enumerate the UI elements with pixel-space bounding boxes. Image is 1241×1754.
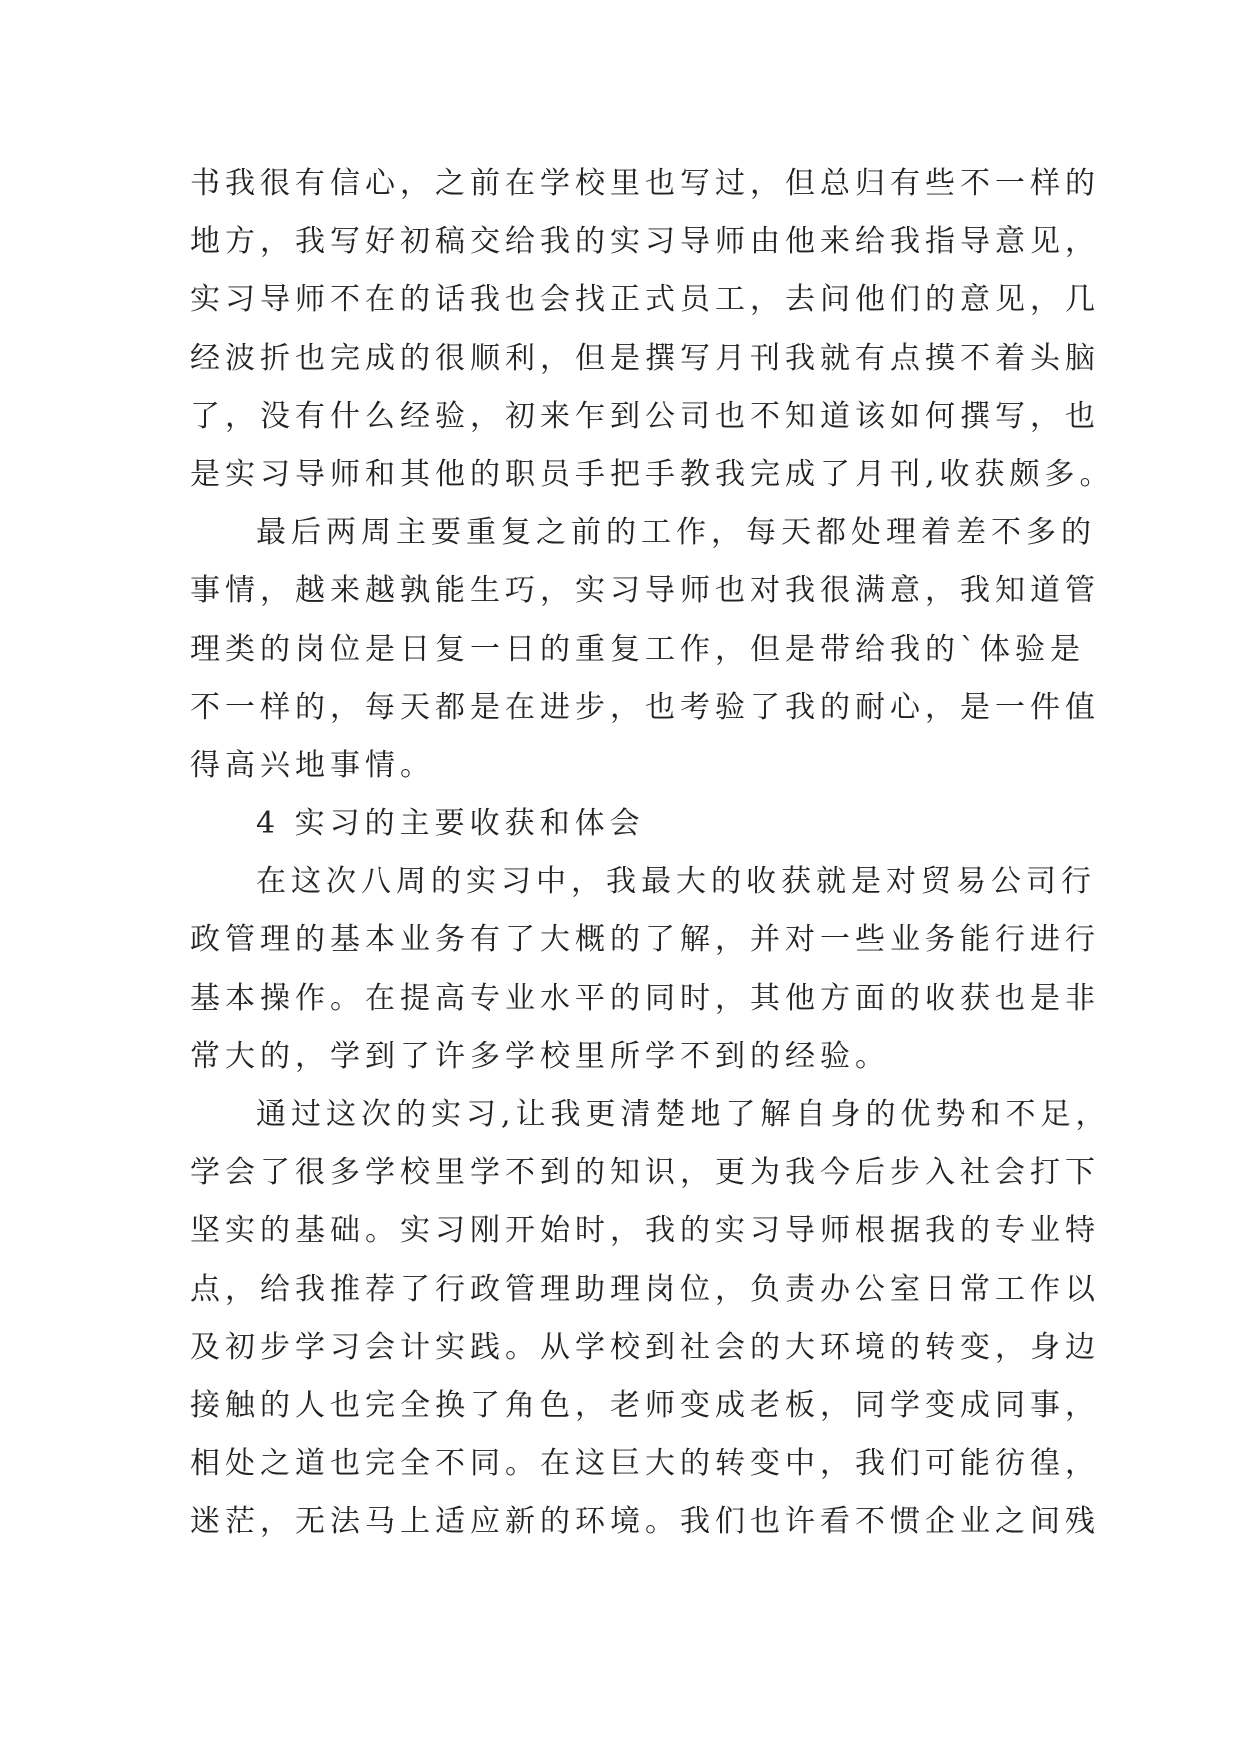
- text-line: 最后两周主要重复之前的工作，每天都处理着差不多的: [256, 515, 1096, 551]
- text-line: 学会了很多学校里学不到的知识，更为我今后步入社会打下: [190, 1155, 1100, 1191]
- text-line: 在这次八周的实习中，我最大的收获就是对贸易公司行: [256, 864, 1096, 900]
- text-line: 理类的岗位是日复一日的重复工作，但是带给我的`体验是: [190, 631, 1085, 667]
- text-line: 了，没有什么经验，初来乍到公司也不知道该如何撰写，也: [190, 398, 1100, 434]
- document-body: [190, 155, 1115, 1552]
- text-line: 通过这次的实习,让我更清楚地了解自身的优势和不足，: [256, 1097, 1111, 1132]
- text-line: 不一样的，每天都是在进步，也考验了我的耐心，是一件值: [190, 689, 1100, 725]
- text-line: 及初步学习会计实践。从学校到社会的大环境的转变，身边: [190, 1329, 1100, 1365]
- text-line: 经波折也完成的很顺利，但是撰写月刊我就有点摸不着头脑: [190, 340, 1100, 376]
- section-heading: [190, 795, 1070, 853]
- text-line: 迷茫，无法马上适应新的环境。我们也许看不惯企业之间残: [190, 1504, 1100, 1540]
- section-heading-text: 4 实习的主要收获和体会: [256, 806, 645, 842]
- text-line: 地方，我写好初稿交给我的实习导师由他来给我指导意见，: [190, 224, 1100, 260]
- text-line: 点，给我推荐了行政管理助理岗位，负责办公室日常工作以: [190, 1271, 1100, 1307]
- text-line: 坚实的基础。实习刚开始时，我的实习导师根据我的专业特: [190, 1213, 1100, 1249]
- text-line: 常大的，学到了许多学校里所学不到的经验。: [190, 1038, 890, 1074]
- paragraph: [190, 155, 1115, 504]
- text-line: 事情，越来越孰能生巧，实习导师也对我很满意，我知道管: [190, 573, 1100, 609]
- paragraph: [190, 853, 1100, 1086]
- paragraph: [190, 504, 1100, 795]
- text-line: 政管理的基本业务有了大概的了解，并对一些业务能行进行: [190, 922, 1100, 958]
- text-line: 基本操作。在提高专业水平的同时，其他方面的收获也是非: [190, 980, 1100, 1016]
- text-line: 接触的人也完全换了角色，老师变成老板，同学变成同事，: [190, 1387, 1100, 1423]
- text-line: 得高兴地事情。: [190, 747, 435, 783]
- text-line: 相处之道也完全不同。在这巨大的转变中，我们可能彷徨，: [190, 1446, 1100, 1482]
- text-line: 实习导师不在的话我也会找正式员工，去问他们的意见，几: [190, 282, 1100, 318]
- text-line: 是实习导师和其他的职员手把手教我完成了月刊,收获颇多。: [190, 456, 1115, 492]
- text-line: 书我很有信心，之前在学校里也写过，但总归有些不一样的: [190, 166, 1100, 201]
- paragraph: [190, 1086, 1111, 1552]
